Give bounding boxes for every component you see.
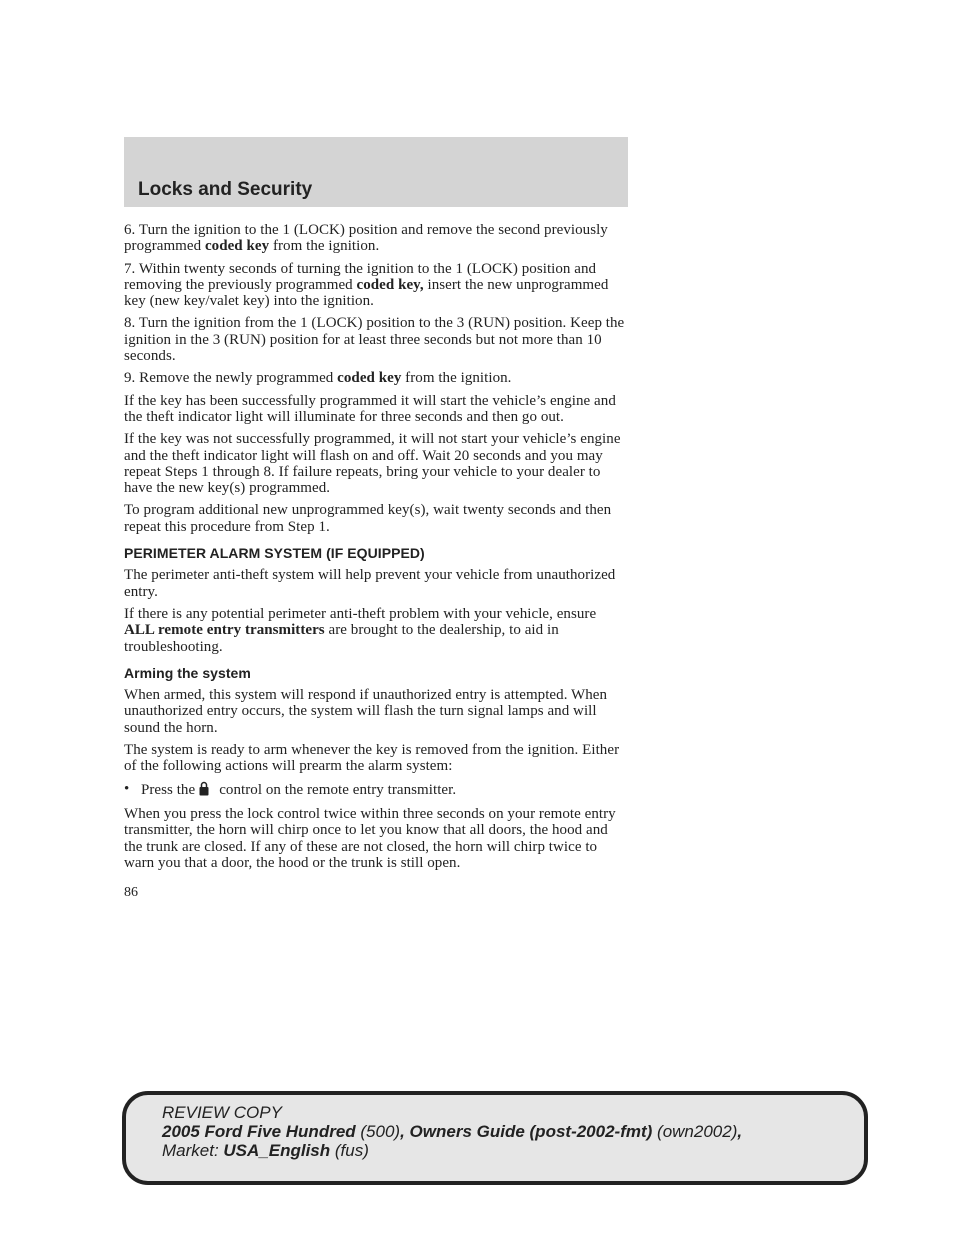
model-code: (500) bbox=[355, 1122, 401, 1141]
paragraph-step-9 bbox=[124, 370, 630, 386]
review-copy-box bbox=[122, 1091, 868, 1185]
review-copy-market-line bbox=[162, 1141, 862, 1160]
market-code: (fus) bbox=[330, 1141, 369, 1160]
review-copy-label: REVIEW COPY bbox=[162, 1103, 282, 1122]
paragraph-perimeter-problem bbox=[124, 606, 630, 655]
text: 6. Turn the ignition to the 1 (LOCK) position and remove the second previously programmed bbox=[124, 222, 608, 255]
separator: , bbox=[400, 1122, 410, 1141]
text: Press the bbox=[141, 781, 196, 798]
text: insert the new unprogrammed key (new key/valet key) into the ignition. bbox=[124, 276, 609, 310]
bullet-item bbox=[124, 781, 630, 800]
text: from the ignition. bbox=[401, 370, 512, 387]
guide-name: Owners Guide (post-2002-fmt) bbox=[409, 1122, 653, 1141]
separator: , bbox=[737, 1122, 743, 1141]
paragraph-perimeter-intro: The perimeter anti-theft system will help prevent your vehicle from unauthorized entry. bbox=[124, 567, 616, 600]
paragraph-step-6 bbox=[124, 222, 630, 255]
section-header-band bbox=[124, 137, 628, 207]
paragraph-additional-keys: To program additional new unprogrammed key(s), wait twenty seconds and then repeat this procedure from Step 1. bbox=[124, 502, 612, 535]
bullet-text bbox=[141, 781, 456, 800]
review-copy-guide-line bbox=[162, 1122, 862, 1141]
heading-arming: Arming the system bbox=[124, 664, 251, 681]
bold-text: coded key bbox=[337, 370, 402, 387]
text: from the ignition. bbox=[269, 238, 380, 255]
paragraph-step-8: 8. Turn the ignition from the 1 (LOCK) position to the 3 (RUN) position. Keep the ignition in the 3 (RUN) position for at least three seconds but not more than 10 seconds. bbox=[124, 315, 625, 365]
model-name: 2005 Ford Five Hundred bbox=[162, 1122, 356, 1141]
bold-text: ALL remote entry transmitters bbox=[124, 622, 325, 639]
section-title: Locks and Security bbox=[138, 179, 313, 200]
paragraph-failure: If the key was not successfully programmed, it will not start your vehicle’s engine and the theft indicator light will flash on and off. Wait 20 seconds and you may repeat Steps 1 through 8. If failure repeats, bring your vehicle to your dealer to have the new key(s) programmed. bbox=[124, 431, 621, 497]
heading-perimeter-alarm: PERIMETER ALARM SYSTEM (IF EQUIPPED) bbox=[124, 545, 425, 562]
paragraph-horn-chirp: When you press the lock control twice within three seconds on your remote entry transmitter, the horn will chirp once to let you know that all doors, the hood and the trunk are closed. If any of these are not closed, the horn will chirp twice to warn you that a door, the hood or the trunk is still open. bbox=[124, 805, 616, 871]
review-copy-text bbox=[162, 1103, 862, 1160]
paragraph-success: If the key has been successfully programmed it will start the vehicle’s engine and the theft indicator light will illuminate for three seconds and then go out. bbox=[124, 392, 616, 425]
bold-text: coded key bbox=[204, 238, 270, 255]
market-name: USA_English bbox=[223, 1141, 331, 1160]
page-number: 86 bbox=[124, 885, 139, 901]
bullet-dot: • bbox=[124, 780, 130, 797]
text: are brought to the dealership, to aid in troubleshooting. bbox=[124, 622, 559, 655]
market-label: Market: bbox=[162, 1141, 224, 1160]
text: 9. Remove the newly programmed bbox=[124, 370, 338, 387]
bold-text: coded key, bbox=[356, 276, 424, 293]
paragraph-armed: When armed, this system will respond if unauthorized entry is attempted. When unauthorized entry occurs, the system will flash the turn signal lamps and will sound the horn. bbox=[124, 687, 608, 736]
page-content bbox=[124, 222, 630, 901]
text: If there is any potential perimeter anti-theft problem with your vehicle, ensure bbox=[124, 605, 597, 622]
guide-code: (own2002) bbox=[652, 1122, 738, 1141]
paragraph-ready-to-arm: The system is ready to arm whenever the key is removed from the ignition. Either of the following actions will prearm the alarm system: bbox=[124, 742, 620, 775]
lock-icon bbox=[199, 781, 209, 800]
text: control on the remote entry transmitter. bbox=[219, 781, 457, 798]
text: 7. Within twenty seconds of turning the ignition to the 1 (LOCK) position and removing the previously programmed bbox=[124, 260, 597, 293]
paragraph-step-7 bbox=[124, 261, 630, 310]
